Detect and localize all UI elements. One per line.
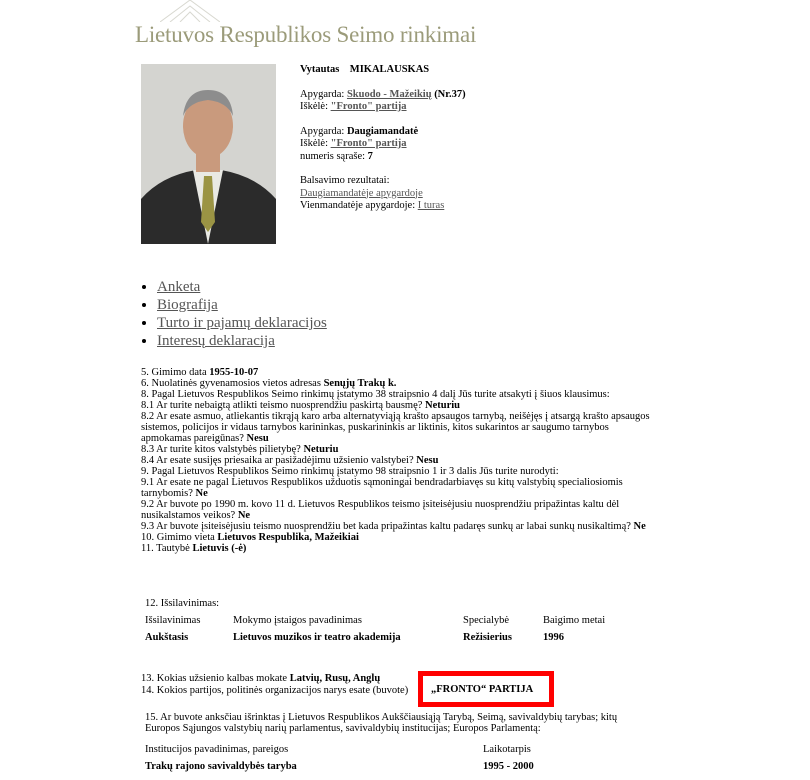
langs-answer: Latvių, Rusų, Anglų bbox=[289, 673, 381, 684]
question-row: 10. Gimimo vieta Lietuvos Respublika, Mažeikiai bbox=[141, 532, 359, 543]
party-link[interactable]: "Fronto" partija bbox=[330, 101, 407, 112]
q15-text: 15. Ar buvote anksčiau išrinktas į Lietuvos Respublikos Aukščiausiąją Tarybą, Seimą, savivaldybių tarybas; kitų Europos Sąjungos valstybių narių parlamentus, savivaldybių institucijas; Europos Parlamentą: bbox=[145, 712, 618, 734]
table-header: Mokymo įstaigos pavadinimas bbox=[233, 615, 362, 626]
menu-link-anketa[interactable]: Anketa bbox=[157, 279, 201, 295]
question-row: 8. Pagal Lietuvos Respublikos Seimo rinkimų įstatymo 38 straipsnio 4 dalį Jūs turite atsakyti į šiuos klausimus: bbox=[141, 389, 610, 400]
party-highlight-box bbox=[418, 671, 554, 707]
nominated-label: Iškėlė: bbox=[300, 101, 328, 112]
list-number-label: numeris sąraše: bbox=[300, 150, 366, 162]
menu-item-biografija bbox=[157, 296, 327, 314]
table-header: Baigimo metai bbox=[543, 615, 606, 626]
q15-section bbox=[145, 712, 625, 734]
candidate-info bbox=[300, 64, 466, 213]
question-row: 5. Gimimo data 1955-10-07 bbox=[141, 367, 259, 378]
institutions-table bbox=[141, 741, 701, 775]
table-cell: 1995 - 2000 bbox=[483, 761, 534, 772]
table-cell: Trakų rajono savivaldybės taryba bbox=[145, 761, 297, 772]
candidate-first-name: Vytautas bbox=[300, 64, 340, 75]
question-row: 8.1 Ar turite nebaigtą atlikti teismo nuosprendžiu paskirtą bausmę? Neturiu bbox=[141, 400, 461, 411]
langs-question: 13. Kokias užsienio kalbas mokate bbox=[141, 673, 288, 684]
results-single-link[interactable]: I turas bbox=[417, 200, 445, 211]
question-row: 9. Pagal Lietuvos Respublikos Seimo rinkimų įstatymo 98 straipsnio 1 ir 3 dalis Jūs turite nurodyti: bbox=[141, 466, 559, 477]
questionnaire bbox=[141, 367, 661, 554]
table-header: Institucijos pavadinimas, pareigos bbox=[145, 744, 289, 755]
question-row: 8.2 Ar esate asmuo, atliekantis tikrąją karo arba alternatyviąją krašto apsaugos tarnybą, neišėjęs į atsargą krašto apsaugos sistemos, policijos ir vidaus tarnybos karininkas, puskarininkis ar liktinis, kitos sukarintos ar saugumo tarnybos apmokamas pareigūnas? Nesu bbox=[141, 411, 650, 444]
candidate-last-name: MIKALAUSKAS bbox=[349, 64, 430, 75]
multi-district-label: Apygarda: bbox=[300, 125, 345, 137]
menu-item-turto bbox=[157, 314, 327, 332]
multi-district-value: Daugiamandatė bbox=[346, 125, 419, 137]
candidate-photo bbox=[141, 64, 276, 244]
table-cell: 1996 bbox=[543, 632, 564, 643]
menu-link-interesu[interactable]: Interesų deklaracija bbox=[157, 333, 275, 349]
question-row: 9.2 Ar buvote po 1990 m. kovo 11 d. Lietuvos Respublikos teismo įsiteisėjusiu nuosprendžiu pripažintas kaltu dėl nusikalstamos veikos? Ne bbox=[141, 499, 620, 521]
question-row: 8.4 Ar esate susijęs priesaika ar pasižadėjimu užsienio valstybei? Nesu bbox=[141, 455, 439, 466]
results-multi-link[interactable]: Daugiamandatėje apygardoje bbox=[300, 187, 423, 199]
list-number-value: 7 bbox=[367, 150, 373, 162]
nominated-label-2: Iškėlė: bbox=[300, 138, 328, 149]
table-header-row bbox=[141, 741, 701, 758]
table-header: Specialybė bbox=[463, 615, 510, 626]
table-cell: Lietuvos muzikos ir teatro akademija bbox=[233, 632, 401, 643]
education-title: 12. Išsilavinimas: bbox=[145, 598, 220, 609]
menu-link-biografija[interactable]: Biografija bbox=[157, 297, 218, 313]
results-label: Balsavimo rezultatai: bbox=[300, 175, 390, 186]
party-answer: „FRONTO“ PARTIJA bbox=[431, 684, 534, 695]
table-header-row bbox=[141, 612, 627, 629]
page-title: Lietuvos Respublikos Seimo rinkimai bbox=[135, 22, 477, 47]
district-link[interactable]: Skuodo - Mažeikių bbox=[346, 88, 432, 100]
table-header: Laikotarpis bbox=[483, 744, 531, 755]
education-table bbox=[141, 612, 627, 646]
table-cell: Aukštasis bbox=[145, 632, 189, 643]
question-row: 9.3 Ar buvote įsiteisėjusiu teismo nuosprendžiu bet kada pripažintas kaltu padaręs sunkų ar labai sunkų nusikaltimą? Ne bbox=[141, 521, 646, 532]
section-menu bbox=[135, 278, 327, 350]
party-link-2[interactable]: "Fronto" partija bbox=[330, 138, 407, 149]
party-question: 14. Kokios partijos, politinės organizacijos narys esate (buvote) bbox=[141, 684, 409, 696]
question-row: 9.1 Ar esate ne pagal Lietuvos Respublikos užduotis sąmoningai bendradarbiavęs su kitų valstybių specialiosiomis tarnybomis? Ne bbox=[141, 477, 623, 499]
results-single-label: Vienmandatėje apygardoje: bbox=[300, 200, 416, 211]
district-number: (Nr.37) bbox=[434, 88, 466, 100]
langs-section bbox=[141, 673, 408, 696]
menu-item-anketa bbox=[157, 278, 327, 296]
question-row: 6. Nuolatinės gyvenamosios vietos adresas Senųjų Trakų k. bbox=[141, 378, 397, 389]
table-row bbox=[141, 758, 701, 775]
logo-lines-icon bbox=[160, 0, 220, 22]
menu-item-interesu bbox=[157, 332, 327, 350]
district-label: Apygarda: bbox=[300, 88, 345, 100]
question-row: 11. Tautybė Lietuvis (-ė) bbox=[141, 543, 247, 554]
table-row bbox=[141, 629, 627, 646]
question-row: 8.3 Ar turite kitos valstybės pilietybę? Neturiu bbox=[141, 444, 339, 455]
table-header: Išsilavinimas bbox=[145, 615, 201, 626]
menu-link-turto[interactable]: Turto ir pajamų deklaracijos bbox=[157, 315, 327, 331]
table-cell: Režisierius bbox=[463, 632, 512, 643]
